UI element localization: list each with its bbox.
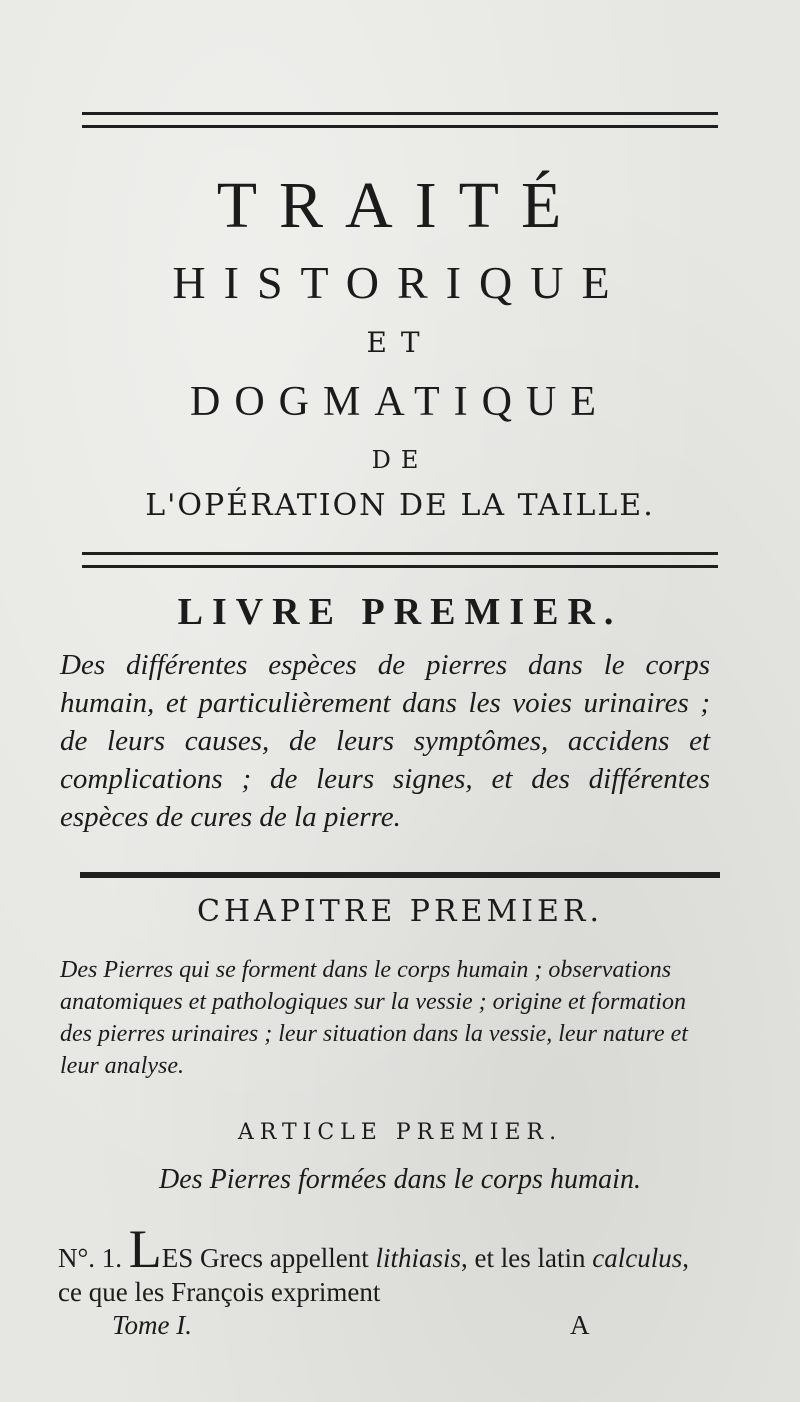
- chapter-heading: CHAPITRE PREMIER.: [196, 894, 604, 929]
- book-summary: Des différentes espèces de pierres dans le corps humain, et particulièrement dans les voies urinaires ; de leurs causes, de leurs symptômes, accidens et complications ; de leurs signes, et des différentes espèces de cures de la pierre.: [60, 649, 710, 833]
- body-paragraph: [58, 1219, 718, 1309]
- book-heading: LIVRE PREMIER.: [177, 591, 623, 633]
- term-calculus: calculus: [592, 1243, 683, 1273]
- signature-mark: A: [570, 1310, 590, 1340]
- title-historique: HISTORIQUE: [172, 257, 628, 308]
- title-de: DE: [371, 446, 429, 474]
- title-bottom-rule: [82, 552, 718, 568]
- title-operation: L'OPÉRATION DE LA TAILLE.: [145, 488, 655, 523]
- chapter-summary: Des Pierres qui se forment dans le corps humain ; observations anatomiques et pathologiques sur la vessie ; origine et formation des pierres urinaires ; leur situation dans la vessie, leur nature et leur analyse.: [60, 957, 688, 1079]
- drop-cap: L: [128, 1219, 162, 1279]
- body-start: ES Grecs appellent: [161, 1243, 376, 1273]
- term-lithiasis: lithiasis: [375, 1243, 462, 1273]
- title-traite: TRAITÉ: [216, 169, 584, 242]
- body-mid: , et les latin: [461, 1243, 593, 1273]
- body-end: , ce que les François expriment: [58, 1243, 689, 1307]
- chapter-rule: [80, 872, 720, 878]
- article-subtitle: Des Pierres formées dans le corps humain.: [159, 1164, 641, 1195]
- volume-label: Tome I.: [112, 1310, 193, 1340]
- title-et: ET: [366, 326, 434, 359]
- paragraph-number: N°. 1.: [58, 1243, 123, 1273]
- article-heading: ARTICLE PREMIER.: [237, 1120, 563, 1145]
- top-double-rule: [82, 112, 718, 128]
- title-dogmatique: DOGMATIQUE: [190, 379, 610, 425]
